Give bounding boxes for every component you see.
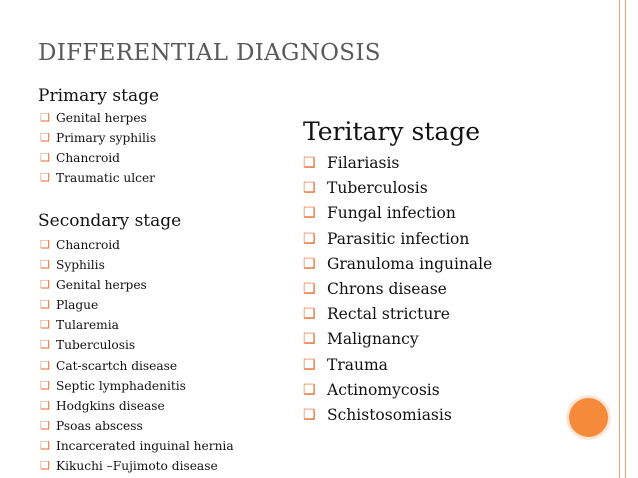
bullet-icon: ❑ [40,438,50,452]
bullet-icon: ❑ [303,205,316,222]
list-item: ❑ Tuberculosis [303,176,492,201]
list-item: ❑ Chancroid [40,235,234,255]
tertiary-stage-heading: Teritary stage [303,117,481,146]
secondary-stage-heading: Secondary stage [38,211,182,231]
primary-stage-heading: Primary stage [38,86,160,106]
list-item: ❑ Malignancy [303,327,492,352]
list-item: ❑ Syphilis [40,255,234,275]
bullet-icon: ❑ [40,378,50,392]
bullet-icon: ❑ [40,298,50,312]
list-item: ❑ Tularemia [40,315,234,335]
bullet-icon: ❑ [40,258,50,272]
right-border-line-outer [619,0,620,478]
bullet-icon: ❑ [303,356,316,373]
bullet-icon: ❑ [40,418,50,432]
bullet-icon: ❑ [40,459,50,473]
list-item: ❑ Filariasis [303,151,492,176]
bullet-icon: ❑ [40,358,50,372]
list-item: ❑ Traumatic ulcer [40,168,156,188]
list-item: ❑ Cat-scartch disease [40,356,234,376]
bullet-icon: ❑ [303,381,316,398]
bullet-icon: ❑ [303,180,316,197]
list-item: ❑ Genital herpes [40,275,234,295]
bullet-icon: ❑ [40,338,50,352]
bullet-icon: ❑ [303,280,316,297]
list-item: ❑ Tuberculosis [40,335,234,355]
bullet-icon: ❑ [40,111,50,124]
right-border-line-inner [625,0,626,478]
secondary-stage-list [40,235,234,476]
bullet-icon: ❑ [40,171,50,185]
list-item: ❑ Chancroid [40,148,156,168]
list-item: ❑ Genital herpes [40,108,156,128]
list-item: ❑ Rectal stricture [303,302,492,327]
bullet-icon: ❑ [303,406,316,423]
bullet-icon: ❑ [40,151,50,165]
list-item: ❑ Septic lymphadenitis [40,376,234,396]
list-item: ❑ Kikuchi –Fujimoto disease [40,456,234,476]
bullet-icon: ❑ [40,318,50,332]
list-item: ❑ Trauma [303,353,492,378]
list-item: ❑ Plague [40,295,234,315]
bullet-icon: ❑ [303,155,316,171]
list-item: ❑ Actinomycosis [303,378,492,403]
list-item: ❑ Hodgkins disease [40,396,234,416]
bullet-icon: ❑ [303,230,316,247]
bullet-icon: ❑ [40,278,50,292]
tertiary-stage-list [303,151,492,428]
bullet-icon: ❑ [40,398,50,412]
list-item: ❑ Schistosomiasis [303,403,492,428]
slide-title: DIFFERENTIAL DIAGNOSIS [38,40,381,66]
list-item: ❑ Incarcerated inguinal hernia [40,436,234,456]
list-item: ❑ Fungal infection [303,201,492,226]
bullet-icon: ❑ [303,255,316,272]
bullet-icon: ❑ [40,238,50,251]
list-item: ❑ Parasitic infection [303,227,492,252]
list-item: ❑ Psoas abscess [40,416,234,436]
list-item: ❑ Granuloma inguinale [303,252,492,277]
list-item: ❑ Primary syphilis [40,128,156,148]
decorative-circle [569,398,608,437]
list-item: ❑ Chrons disease [303,277,492,302]
bullet-icon: ❑ [40,131,50,145]
bullet-icon: ❑ [303,331,316,348]
bullet-icon: ❑ [303,306,316,323]
primary-stage-list [40,108,156,188]
